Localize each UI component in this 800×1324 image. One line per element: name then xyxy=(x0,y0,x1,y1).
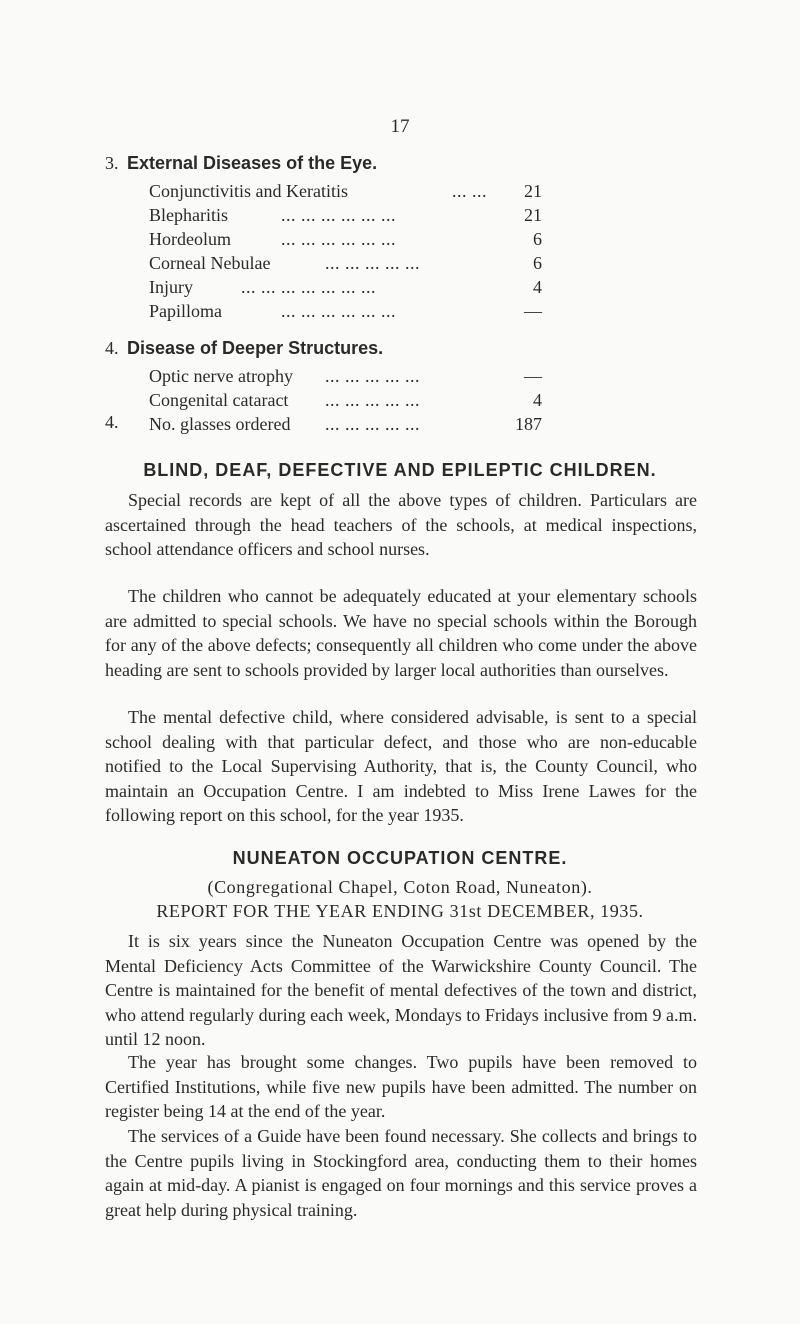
blind-deaf-heading: BLIND, DEAF, DEFECTIVE AND EPILEPTIC CHILDREN. xyxy=(143,460,657,480)
row-label: Corneal Nebulae xyxy=(149,253,271,273)
row-label: No. glasses ordered xyxy=(149,414,291,434)
row-label: Hordeolum xyxy=(149,229,231,249)
table-row xyxy=(149,299,542,323)
page-number: 17 xyxy=(390,116,410,137)
row-label: Papilloma xyxy=(149,301,222,321)
table-row xyxy=(149,412,542,436)
table-row xyxy=(149,364,542,388)
table-row xyxy=(149,227,542,251)
row-value: 4 xyxy=(533,390,542,410)
leader-dots: ... ... ... ... ... xyxy=(325,414,420,434)
leader-dots: ... ... ... ... ... ... ... xyxy=(241,277,376,297)
glasses-number: 4. xyxy=(105,412,119,432)
row-label: Congenital cataract xyxy=(149,390,289,410)
leader-dots: ... ... ... ... ... ... xyxy=(281,229,396,249)
row-value: 6 xyxy=(533,229,542,249)
row-value: 4 xyxy=(533,277,542,297)
row-value: — xyxy=(524,301,542,321)
row-label: Conjunctivitis and Keratitis xyxy=(149,181,348,201)
leader-dots: ... ... ... ... ... xyxy=(325,390,420,410)
paragraph: The children who cannot be adequately educated at your elementary schools are admitted to special schools. We have no special schools within the Borough for any of the above defects; consequently all children who come under the above heading are sent to schools provided by larger local authorities than ourselves. xyxy=(105,586,697,680)
paragraph: Special records are kept of all the above types of children. Particulars are ascertained through the head teachers of the schools, at medical inspections, school attendance officers and school nurses. xyxy=(105,490,697,559)
row-value: 21 xyxy=(524,205,542,225)
centre-address: (Congregational Chapel, Coton Road, Nuneaton). xyxy=(207,877,593,897)
paragraph: It is six years since the Nuneaton Occupation Centre was opened by the Mental Deficiency Acts Committee of the Warwickshire County Council. The Centre is maintained for the benefit of mental defectives of the town and district, who attend regularly during each week, Mondays to Fridays inclusive from 9 a.m. until 12 noon. xyxy=(105,931,697,1049)
leader-dots: ... ... ... ... ... ... xyxy=(281,205,396,225)
row-label: Blepharitis xyxy=(149,205,228,225)
table-row xyxy=(149,251,542,275)
paragraph: The mental defective child, where considered advisable, is sent to a special school dealing with that particular defect, and those who are non-educable notified to the Local Supervising Authority, that is, the County Council, who maintain an Occupation Centre. I am indebted to Miss Irene Lawes for the following report on this school, for the year 1935. xyxy=(105,707,697,825)
row-value: — xyxy=(524,366,542,386)
leader-dots: ... ... ... ... ... xyxy=(325,366,420,386)
row-value: 21 xyxy=(524,181,542,201)
leader-dots: ... ... xyxy=(452,181,487,201)
paragraph: The year has brought some changes. Two pupils have been removed to Certified Institutions, while five new pupils have been admitted. The number on register being 14 at the end of the year. xyxy=(105,1052,697,1121)
row-value: 187 xyxy=(515,414,542,434)
section-3-heading: External Diseases of the Eye. xyxy=(127,153,378,173)
paragraph: The services of a Guide have been found necessary. She collects and brings to the Centre pupils living in Stockingford area, conducting them to their homes again at mid-day. A pianist is engaged on four mornings and this service proves a great help during physical training. xyxy=(105,1126,697,1220)
leader-dots: ... ... ... ... ... xyxy=(325,253,420,273)
table-row xyxy=(149,203,542,227)
table-row xyxy=(149,388,542,412)
section-4-number: 4. xyxy=(105,338,119,358)
row-label: Injury xyxy=(149,277,193,297)
row-value: 6 xyxy=(533,253,542,273)
section-4-heading: Disease of Deeper Structures. xyxy=(127,338,384,358)
leader-dots: ... ... ... ... ... ... xyxy=(281,301,396,321)
row-label: Optic nerve atrophy xyxy=(149,366,293,386)
table-row xyxy=(149,179,542,203)
section-3-number: 3. xyxy=(105,153,119,173)
occupation-centre-heading: NUNEATON OCCUPATION CENTRE. xyxy=(232,848,568,868)
report-title: REPORT FOR THE YEAR ENDING 31st DECEMBER, 1935. xyxy=(156,901,644,921)
table-row xyxy=(149,275,542,299)
